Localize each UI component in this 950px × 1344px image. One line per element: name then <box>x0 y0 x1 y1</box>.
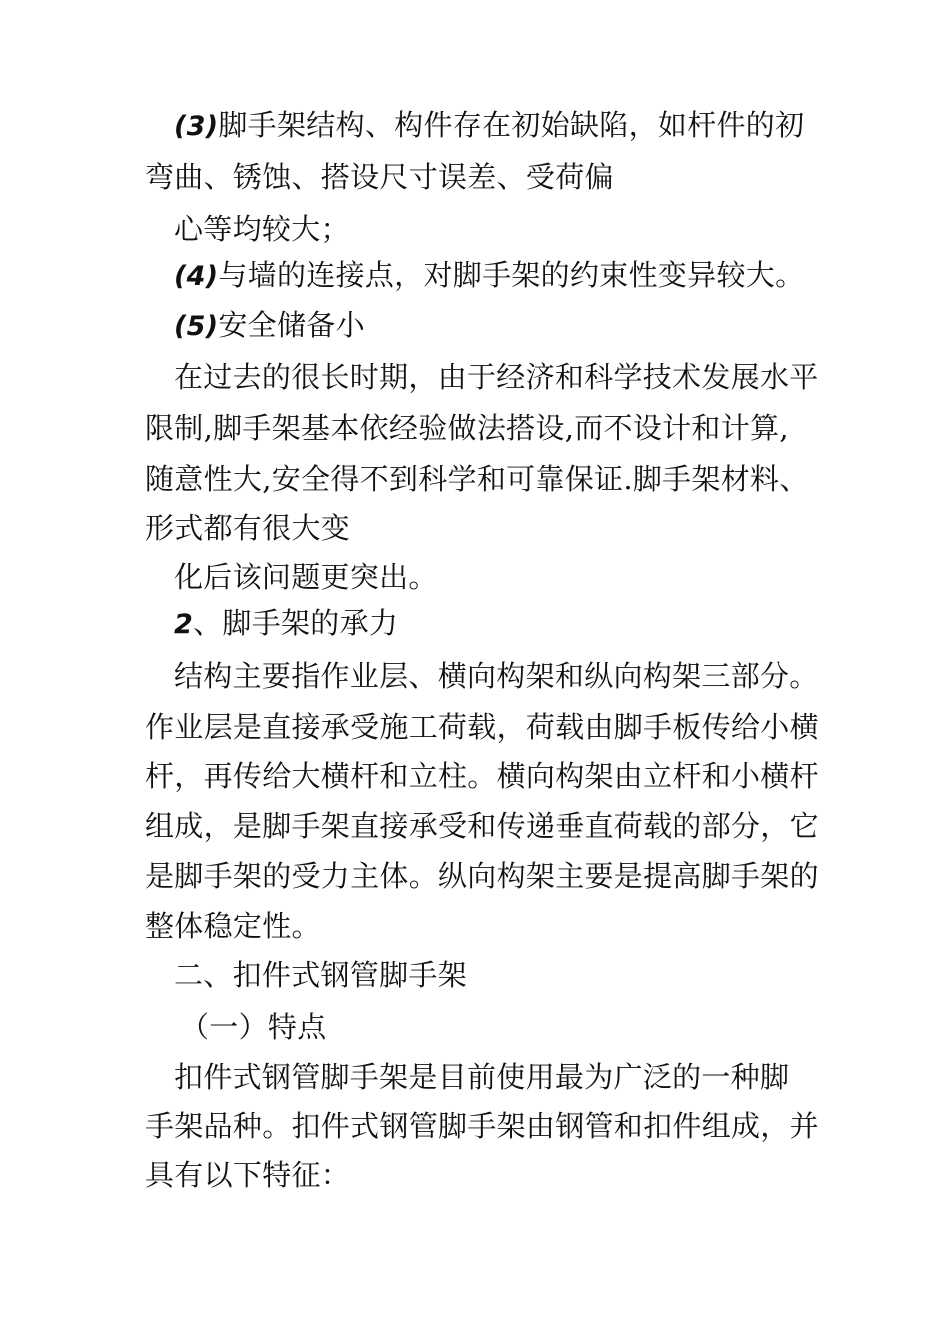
line-text: 限制,脚手架基本依经验做法搭设,而不设计和计算, <box>145 411 789 445</box>
paragraph-line <box>145 1155 350 1195</box>
paragraph-line <box>174 557 438 597</box>
item-number: (3) <box>174 111 219 142</box>
line-text: 与墙的连接点，对脚手架的约束性变异较大。 <box>218 258 805 292</box>
line-text: 随意性大,安全得不到科学和可靠保证.脚手架材料、 <box>145 462 809 496</box>
paragraph-line <box>174 105 804 145</box>
line-text: 扣件式钢管脚手架是目前使用最为广泛的一种脚 <box>174 1060 790 1094</box>
subsection-heading <box>180 1007 327 1047</box>
paragraph-line <box>145 1106 819 1146</box>
paragraph-line <box>174 209 350 249</box>
paragraph-line <box>145 756 819 796</box>
line-text: 、脚手架的承力 <box>193 606 399 640</box>
line-text: 杆，再传给大横杆和立柱。横向构架由立杆和小横杆 <box>145 759 819 793</box>
paragraph-line <box>145 707 819 747</box>
paragraph-line <box>145 508 350 548</box>
paragraph-line <box>145 459 809 499</box>
line-text: 组成，是脚手架直接承受和传递垂直荷载的部分，它 <box>145 809 819 843</box>
line-text: 具有以下特征： <box>145 1158 351 1192</box>
section-heading <box>174 603 398 643</box>
item-number: (4) <box>174 261 219 292</box>
line-text: 二、扣件式钢管脚手架 <box>174 958 468 992</box>
line-text: 心等均较大； <box>174 212 350 246</box>
section-heading <box>174 955 467 995</box>
item-number: (5) <box>174 311 219 342</box>
line-text: （一）特点 <box>180 1010 327 1044</box>
section-number: 2 <box>174 609 194 640</box>
line-text: 作业层是直接承受施工荷载，荷载由脚手板传给小横 <box>145 710 819 744</box>
line-text: 化后该问题更突出。 <box>174 560 438 594</box>
line-text: 在过去的很长时期，由于经济和科学技术发展水平 <box>174 360 819 394</box>
line-text: 手架品种。扣件式钢管脚手架由钢管和扣件组成，并 <box>145 1109 819 1143</box>
paragraph-line <box>174 305 365 345</box>
paragraph-line <box>145 856 819 896</box>
line-text: 结构主要指作业层、横向构架和纵向构架三部分。 <box>174 659 819 693</box>
paragraph-line <box>174 255 804 295</box>
line-text: 整体稳定性。 <box>145 909 321 943</box>
line-text: 是脚手架的受力主体。纵向构架主要是提高脚手架的 <box>145 859 819 893</box>
paragraph-line <box>174 656 819 696</box>
paragraph-line <box>145 906 321 946</box>
line-text: 形式都有很大变 <box>145 511 351 545</box>
paragraph-line <box>174 1057 789 1097</box>
line-text: 弯曲、锈蚀、搭设尺寸误差、受荷偏 <box>145 160 614 194</box>
paragraph-line <box>174 357 819 397</box>
paragraph-line <box>145 157 614 197</box>
line-text: 脚手架结构、构件存在初始缺陷，如杆件的初 <box>218 108 805 142</box>
paragraph-line <box>145 806 819 846</box>
line-text: 安全储备小 <box>218 308 365 342</box>
paragraph-line <box>145 408 789 448</box>
